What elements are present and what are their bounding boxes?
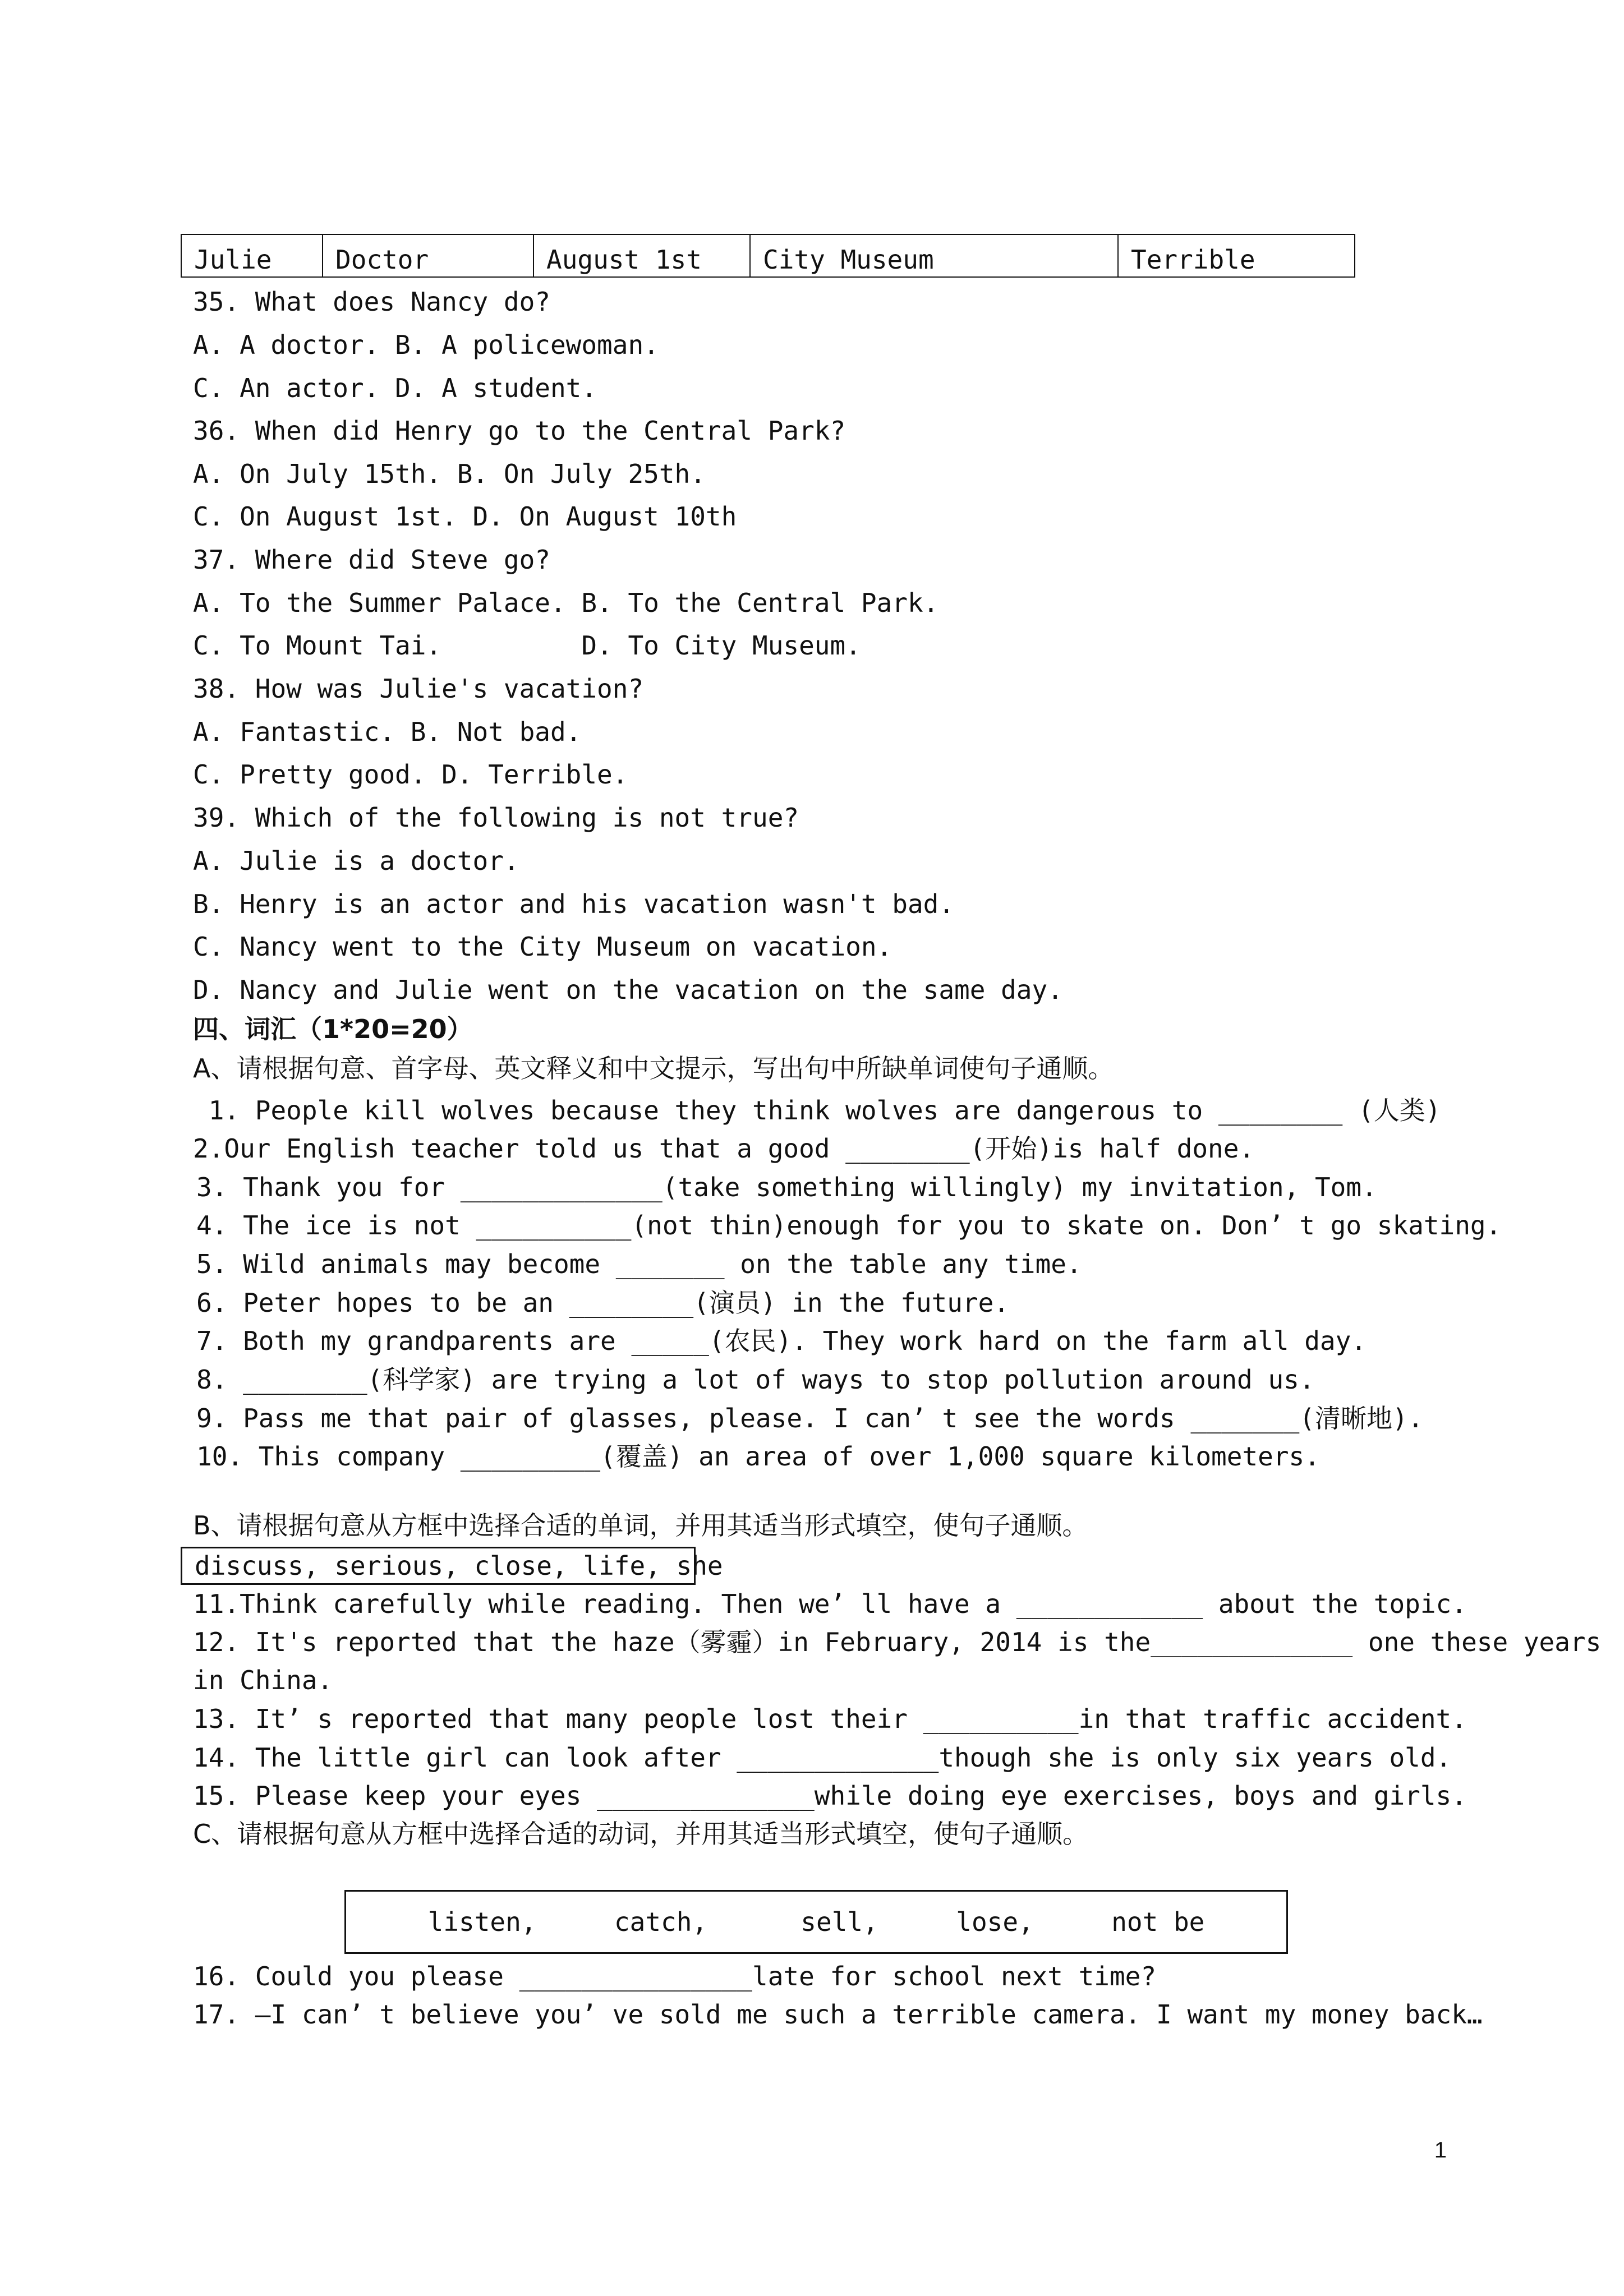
question-36-options-cd: C. On August 1st. D. On August 10th <box>193 501 737 532</box>
vocab-item-7: 7. Both my grandparents are _____(农民). They work hard on the farm all day. <box>196 1326 1367 1356</box>
question-36-options-ab: A. On July 15th. B. On July 25th. <box>193 459 706 489</box>
vocab-item-13: 13. It’ s reported that many people lost their __________in that traffic accident. <box>193 1704 1467 1734</box>
vocab-item-8: 8. ________(科学家) are trying a lot of ways to stop pollution around us. <box>196 1364 1315 1395</box>
section-heading: 四、词汇（1*20=20） <box>193 1014 473 1044</box>
question-37: 37. Where did Steve go? <box>193 545 550 575</box>
word-box-c <box>344 1890 1288 1954</box>
question-38: 38. How was Julie's vacation? <box>193 674 644 704</box>
part-b-instructions: B、请根据句意从方框中选择合适的单词，并用其适当形式填空，使句子通顺。 <box>193 1510 1088 1541</box>
question-39-option-a: A. Julie is a doctor. <box>193 846 519 876</box>
word-box-b-text: discuss, serious, close, life, she <box>195 1551 723 1581</box>
table-cell: August 1st <box>533 234 750 277</box>
question-35-options-ab: A. A doctor. B. A policewoman. <box>193 330 659 360</box>
question-39-option-b: B. Henry is an actor and his vacation wasn't bad. <box>193 889 955 919</box>
vocab-item-12-continued: in China. <box>193 1665 333 1695</box>
part-c-instructions: C、请根据句意从方框中选择合适的动词，并用其适当形式填空，使句子通顺。 <box>193 1819 1089 1849</box>
vocab-item-2: 2.Our English teacher told us that a good ________(开始)is half done. <box>193 1133 1255 1164</box>
info-table <box>181 234 1355 278</box>
page-number: 1 <box>1434 2138 1447 2163</box>
vocab-item-16: 16. Could you please _______________late for school next time? <box>193 1961 1157 1991</box>
vocab-item-14: 14. The little girl can look after _____________though she is only six years old. <box>193 1742 1452 1773</box>
question-39: 39. Which of the following is not true? <box>193 803 799 833</box>
vocab-item-12: 12. It's reported that the haze（雾霾）in February, 2014 is the_____________ one these years <box>193 1627 1602 1657</box>
vocab-item-1: 1. People kill wolves because they think wolves are dangerous to ________ (人类) <box>193 1095 1441 1126</box>
vocab-item-9: 9. Pass me that pair of glasses, please. I can’ t see the words _______(清晰地). <box>196 1403 1424 1433</box>
question-38-options-ab: A. Fantastic. B. Not bad. <box>193 717 582 747</box>
question-39-option-c: C. Nancy went to the City Museum on vacation. <box>193 932 892 962</box>
table-cell: Doctor <box>323 234 533 277</box>
question-38-options-cd: C. Pretty good. D. Terrible. <box>193 759 628 790</box>
part-a-instructions: A、请根据句意、首字母、英文释义和中文提示，写出句中所缺单词使句子通顺。 <box>193 1053 1114 1084</box>
question-37-options-cd: C. To Mount Tai. D. To City Museum. <box>193 630 861 661</box>
table-cell: Julie <box>181 234 323 277</box>
vocab-item-15: 15. Please keep your eyes ______________while doing eye exercises, boys and girls. <box>193 1781 1467 1811</box>
vocab-item-11: 11.Think carefully while reading. Then we’ ll have a ____________ about the topic. <box>193 1589 1467 1619</box>
question-37-options-ab: A. To the Summer Palace. B. To the Central Park. <box>193 588 939 618</box>
table-row <box>181 234 1355 277</box>
table-cell: Terrible <box>1118 234 1355 277</box>
question-35: 35. What does Nancy do? <box>193 287 550 317</box>
vocab-item-6: 6. Peter hopes to be an ________(演员) in the future. <box>196 1288 1010 1318</box>
question-39-option-d: D. Nancy and Julie went on the vacation on the same day. <box>193 975 1063 1005</box>
vocab-item-17: 17. —I can’ t believe you’ ve sold me such a terrible camera. I want my money back… <box>193 1999 1483 2030</box>
vocab-item-5: 5. Wild animals may become _______ on the table any time. <box>196 1249 1082 1279</box>
table-cell: City Museum <box>750 234 1118 277</box>
vocab-item-3: 3. Thank you for _____________(take something willingly) my invitation, Tom. <box>196 1172 1377 1202</box>
question-36: 36. When did Henry go to the Central Park? <box>193 416 846 446</box>
word-box-c-text: listen, catch, sell, lose, not be <box>427 1907 1205 1937</box>
vocab-item-10: 10. This company _________(覆盖) an area of over 1,000 square kilometers. <box>196 1441 1320 1472</box>
vocab-item-4: 4. The ice is not __________(not thin)enough for you to skate on. Don’ t go skating. <box>196 1210 1502 1241</box>
word-box-b <box>181 1547 723 1585</box>
question-35-options-cd: C. An actor. D. A student. <box>193 373 597 403</box>
